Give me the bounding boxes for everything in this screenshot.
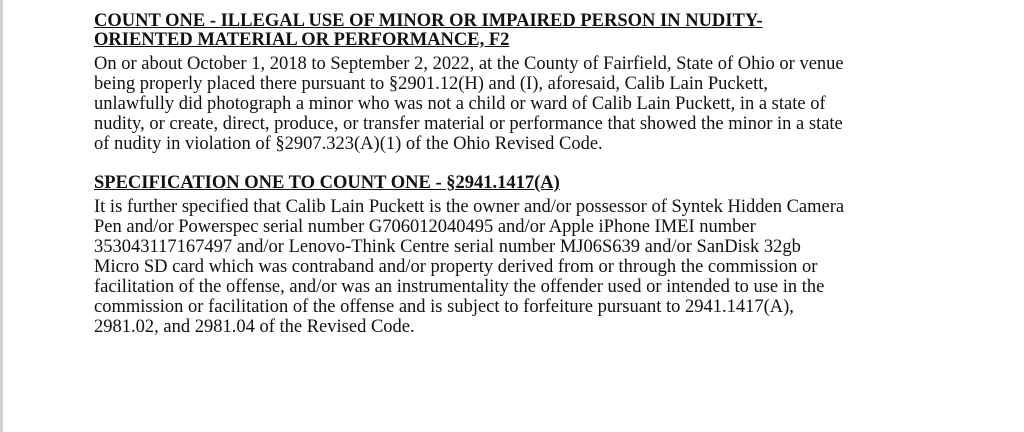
specification-one-body-line-7: 2981.02, and 2981.04 of the Revised Code. <box>94 317 415 337</box>
count-one-body-line-4: nudity, or create, direct, produce, or transfer material or performance that showed the minor in a state <box>94 114 843 134</box>
count-one-body-line-1: On or about October 1, 2018 to September 2, 2022, at the County of Fairfield, State of Ohio or venue <box>94 54 844 74</box>
specification-one-body-line-3: 353043117167497 and/or Lenovo-Think Centre serial number MJ06S639 and/or SanDisk 32gb <box>94 237 801 257</box>
page-edge <box>0 0 3 432</box>
count-one-heading <box>94 12 964 50</box>
count-one-heading-line-2: ORIENTED MATERIAL OR PERFORMANCE, F2 <box>94 30 510 50</box>
specification-one-body-line-1: It is further specified that Calib Lain Puckett is the owner and/or possessor of Syntek Hidden Camera <box>94 197 845 217</box>
specification-one-heading-text: SPECIFICATION ONE TO COUNT ONE - §2941.1417(A) <box>94 173 560 193</box>
count-one-body <box>94 54 964 154</box>
specification-one-section <box>94 174 964 337</box>
specification-one-body-line-5: facilitation of the offense, and/or was an instrumentality the offender used or intended to use in the <box>94 277 825 297</box>
specification-one-body-line-2: Pen and/or Powerspec serial number G706012040495 and/or Apple iPhone IMEI number <box>94 217 756 237</box>
count-one-body-line-5: of nudity in violation of §2907.323(A)(1) of the Ohio Revised Code. <box>94 134 603 154</box>
count-one-body-line-2: being properly placed there pursuant to §2901.12(H) and (I), aforesaid, Calib Lain Puckett, <box>94 74 769 94</box>
specification-one-heading <box>94 174 964 193</box>
count-one-section <box>94 12 964 154</box>
document-content <box>94 12 964 337</box>
count-one-heading-line-1: COUNT ONE - ILLEGAL USE OF MINOR OR IMPAIRED PERSON IN NUDITY- <box>94 11 763 31</box>
count-one-body-line-3: unlawfully did photograph a minor who was not a child or ward of Calib Lain Puckett, in a state of <box>94 94 826 114</box>
specification-one-body <box>94 197 964 337</box>
specification-one-body-line-6: commission or facilitation of the offense and is subject to forfeiture pursuant to 2941.1417(A), <box>94 297 794 317</box>
specification-one-body-line-4: Micro SD card which was contraband and/or property derived from or through the commission or <box>94 257 818 277</box>
